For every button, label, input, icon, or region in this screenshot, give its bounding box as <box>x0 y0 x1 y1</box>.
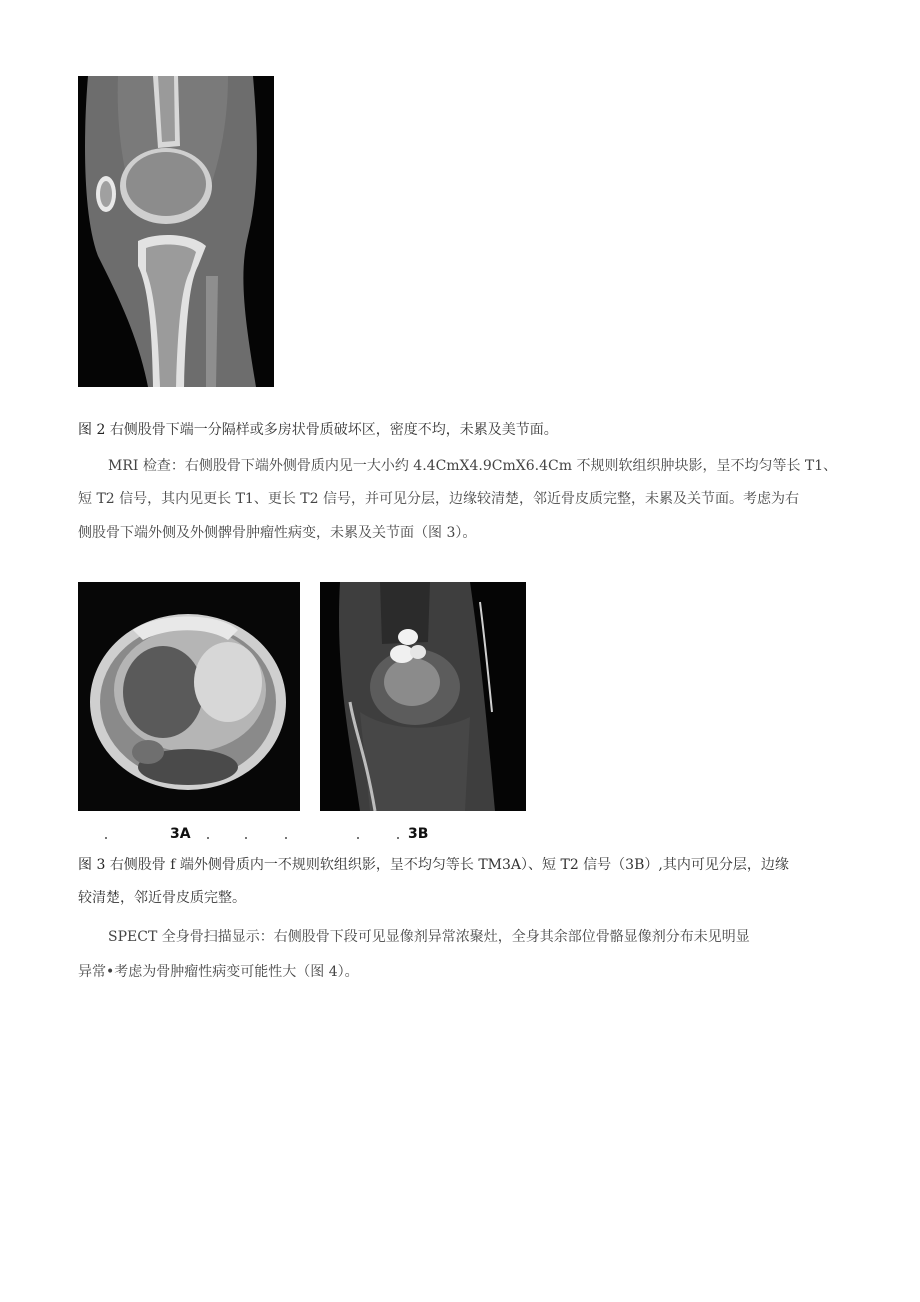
scan-dot <box>285 837 287 839</box>
figure3-caption-label: 图 3 <box>78 857 106 873</box>
scan-dot <box>207 837 209 839</box>
figure2-caption <box>78 420 558 440</box>
mri-paragraph-line2: 短 T2 信号，其内见更长 T1、更长 T2 信号，并可见分层，边缘较清楚，邻近骨皮质完整，未累及关节面。考虑为右 <box>78 491 799 507</box>
mri-paragraph-line3: 侧股骨下端外侧及外侧髀骨肿瘤性病变，未累及关节面（图 3）。 <box>78 525 477 541</box>
figure3b-label: 3B <box>408 826 429 842</box>
spect-paragraph-line2: 异常•考虑为骨肿瘤性病变可能性大（图 4）。 <box>78 964 359 980</box>
figure2-ct-image <box>78 76 274 387</box>
scan-dot <box>245 837 247 839</box>
figure3a-label: 3A <box>170 826 191 842</box>
figure3b-mri-image <box>320 582 526 811</box>
ct-knee-illustration <box>78 76 274 387</box>
spect-paragraph-line1: SPECT 全身骨扫描显示：右侧股骨下段可见显像剂异常浓聚灶，全身其余部位骨骼显像剂分布未见明显 <box>108 929 750 945</box>
scan-dot <box>357 837 359 839</box>
figure3-caption-line2: 较清楚，邻近骨皮质完整。 <box>78 890 246 906</box>
scan-dot <box>397 837 399 839</box>
mri-sagittal-illustration <box>320 582 526 811</box>
figure3-caption-line1 <box>78 855 789 875</box>
figure3-caption-text-line1: 右侧股骨 f 端外侧骨质内一不规则软组织影，呈不均匀等长 TM3A）、短 T2 信号（3B）,其内可见分层，边缘 <box>109 857 789 873</box>
mri-paragraph-line1: MRI 检查：右侧股骨下端外侧骨质内见一大小约 4.4CmX4.9CmX6.4Cm 不规则软组织肿块影，呈不均匀等长 T1、 <box>108 458 838 474</box>
scan-dot <box>105 837 107 839</box>
figure2-caption-label: 图 2 <box>78 422 106 438</box>
figure2-caption-text: 右侧股骨下端一分隔样或多房状骨质破坏区，密度不均，未累及美节面。 <box>109 422 558 438</box>
figure3a-mri-image <box>78 582 300 811</box>
mri-axial-illustration <box>78 582 300 811</box>
